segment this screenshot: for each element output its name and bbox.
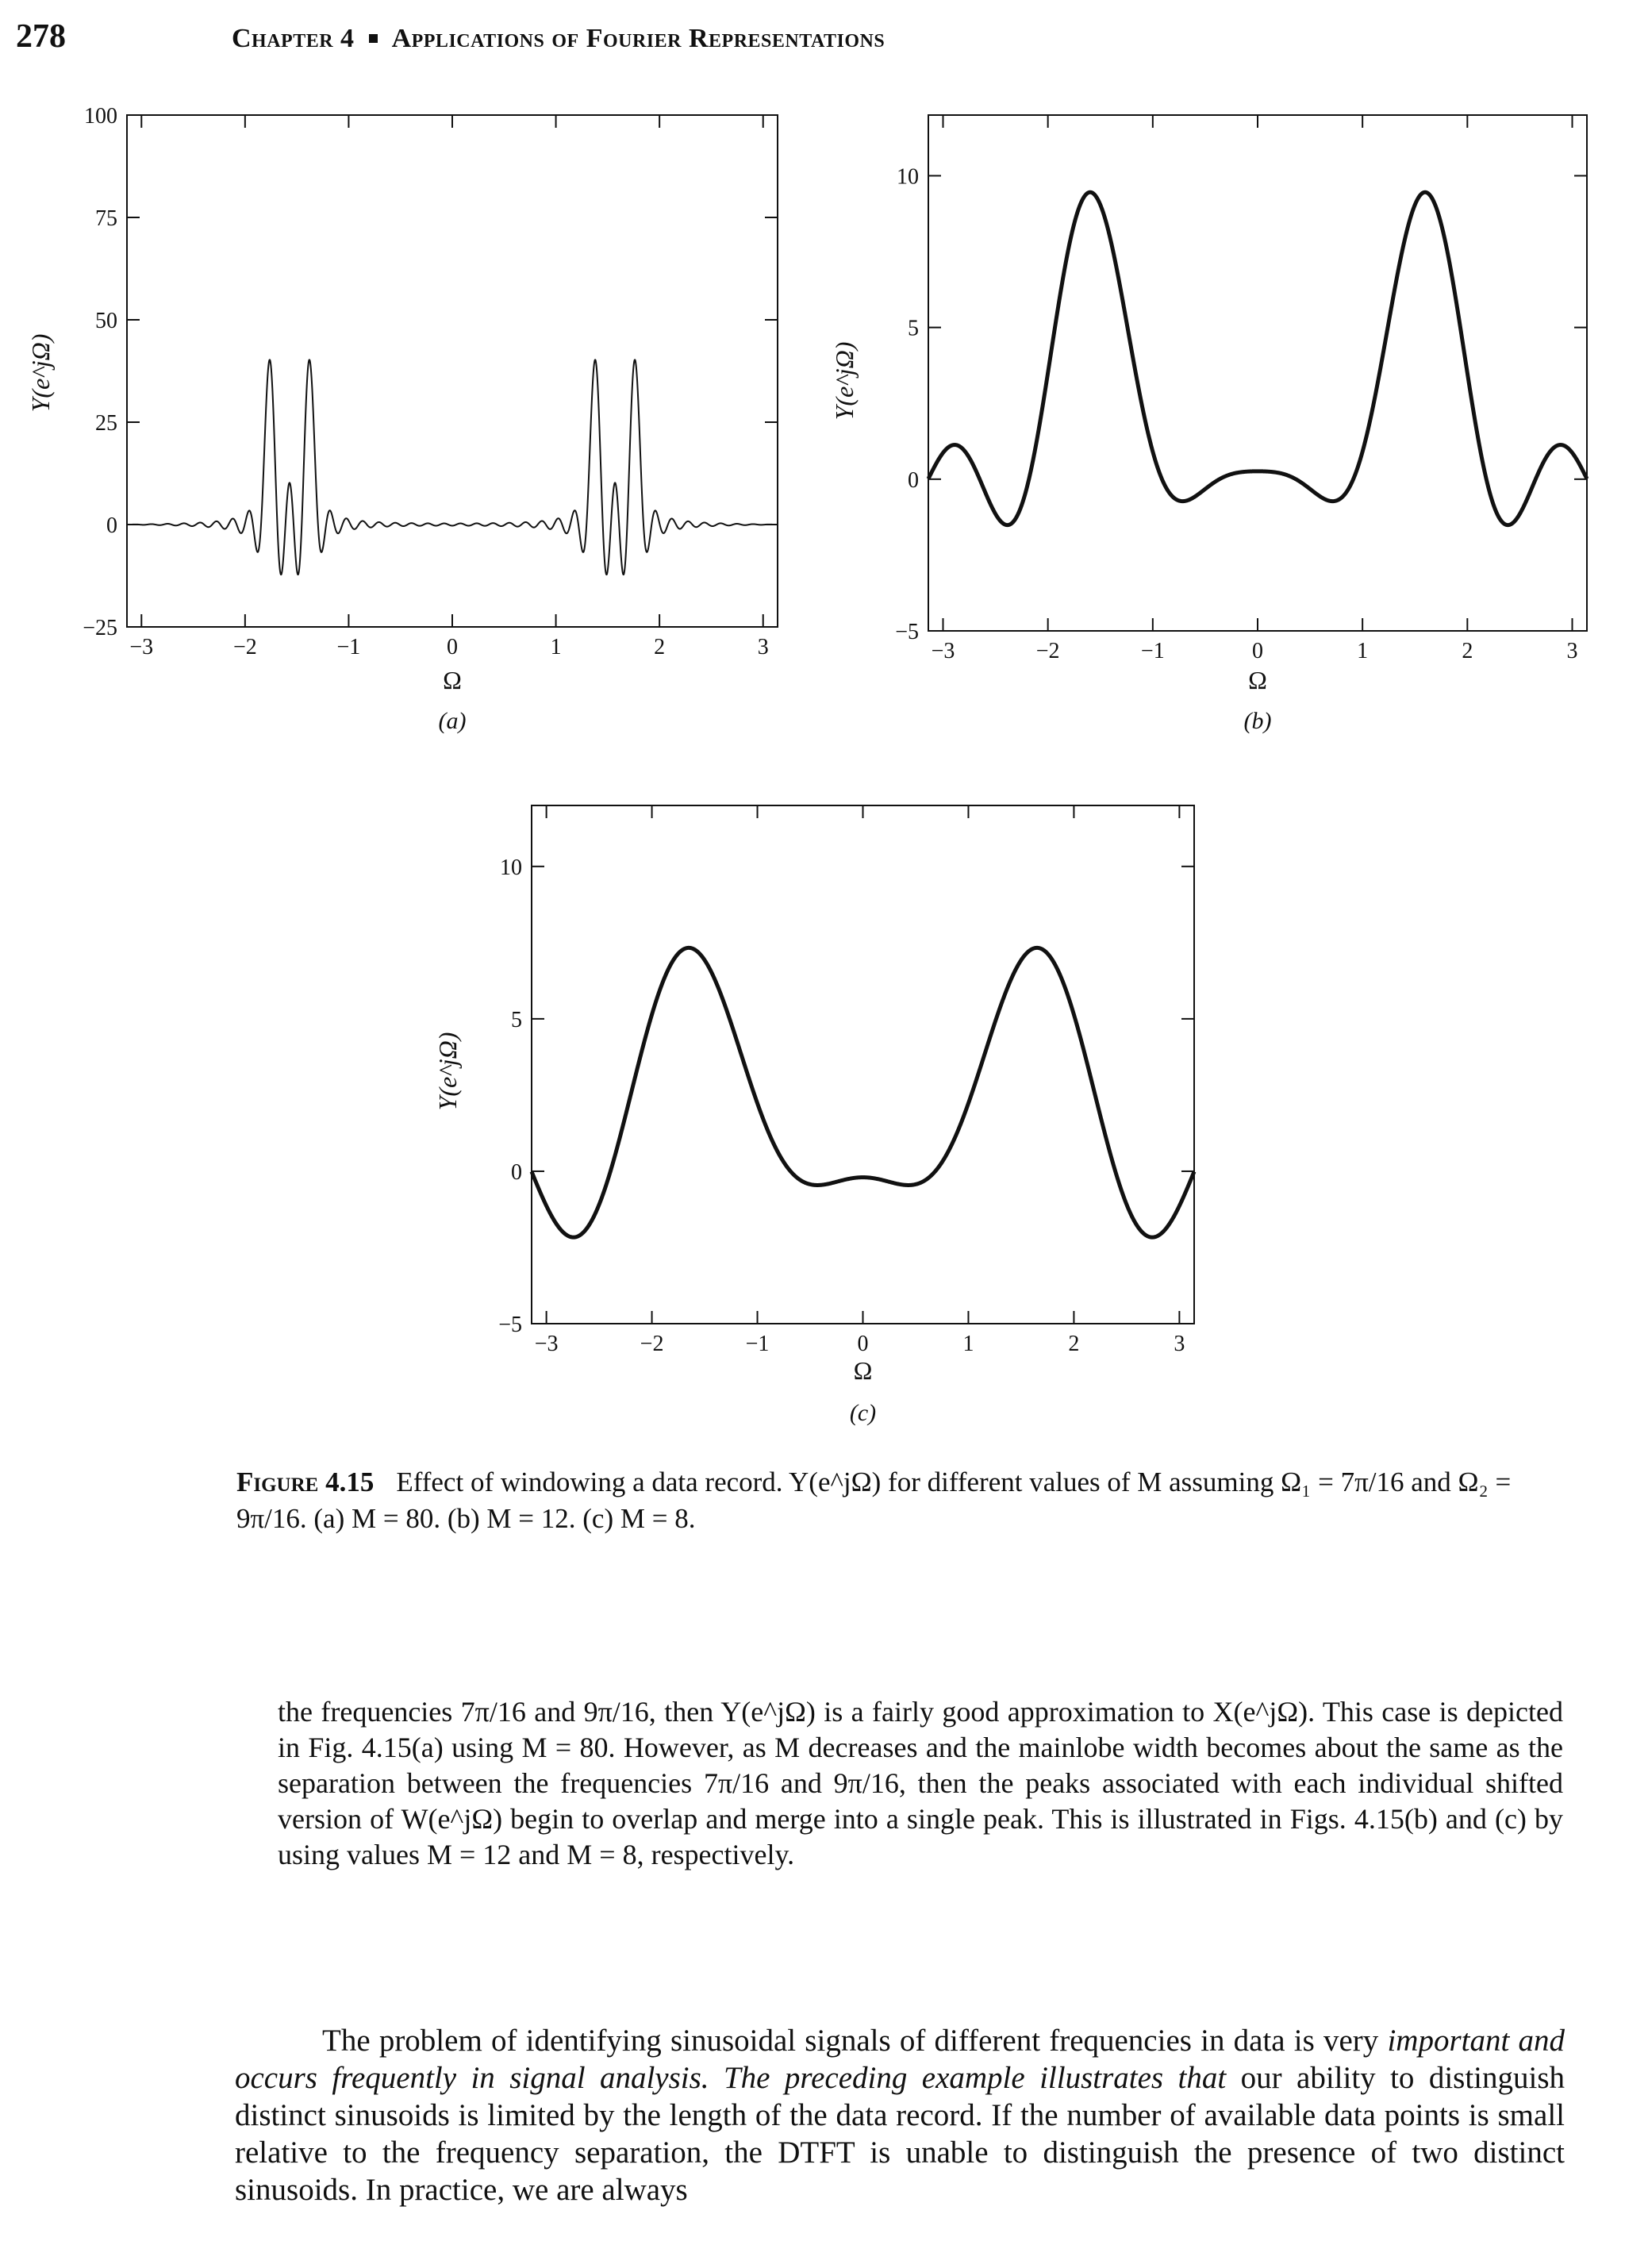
paragraph-2-part-2: our ability to distinguish distinct sinusoids is limited by the length of the data record. If the number of available data points is small relative to the frequency separation, the DTFT is unable to distinguish the presence of two distinct sinusoids. In practice, we are always [235,2061,1565,2207]
x-axis-label: Ω [443,666,462,694]
x-tick-label: −2 [232,635,257,659]
figure-label: Figure 4.15 [236,1467,375,1497]
x-tick-label: 2 [1068,1332,1080,1356]
y-tick-label: 10 [897,164,919,190]
page-number: 278 [16,18,66,55]
x-tick-label: 2 [654,635,666,659]
figure-caption [236,1464,1538,1537]
x-tick-label: 0 [1252,639,1263,663]
y-tick-label: −5 [895,620,919,644]
x-tick-label: 2 [1462,639,1473,663]
y-axis-label: Y(e^jΩ) [26,333,55,413]
x-axis-label: Ω [853,1356,873,1385]
plot-frame [532,805,1194,1324]
chapter-title: Applications of Fourier Representations [391,24,885,53]
y-tick-label: 75 [95,206,117,231]
x-tick-label: 1 [1357,639,1369,663]
y-tick-label: 0 [511,1159,522,1185]
y-axis-label: Y(e^jΩ) [830,341,859,421]
x-tick-label: −1 [1140,639,1165,663]
x-axis-label: Ω [1248,666,1267,694]
paragraph-2-part-1: The problem of identifying sinusoidal signals of different frequencies in data is very [322,2024,1379,2058]
panel-label: (a) [438,708,467,734]
x-tick-label: 1 [550,635,562,659]
x-tick-label: 3 [1174,1332,1185,1356]
x-tick-label: 3 [757,635,769,659]
x-tick-label: −1 [336,635,361,659]
y-tick-label: 25 [95,411,117,436]
y-tick-label: 10 [500,855,522,880]
x-tick-label: −3 [931,639,955,663]
x-tick-label: −3 [534,1332,559,1356]
x-tick-label: −1 [745,1332,770,1356]
y-tick-label: 5 [908,316,919,341]
y-tick-label: −25 [83,616,117,640]
y-tick-label: 100 [84,104,117,129]
x-tick-label: 3 [1566,639,1578,663]
chapter-label: Chapter 4 [232,24,355,53]
y-tick-label: 0 [908,467,919,493]
x-tick-label: −2 [640,1332,664,1356]
paragraph-2-italic: important and occurs frequently in signal analysis. The preceding example illustrates that [235,2024,1565,2095]
y-tick-label: −5 [498,1313,522,1337]
x-tick-label: 1 [962,1332,974,1356]
panel-label: (b) [1243,708,1272,734]
body-paragraph-1: the frequencies 7π/16 and 9π/16, then Y(e^jΩ) is a fairly good approximation to X(e^jΩ). This case is depicted in Fig. 4.15(a) using M = 80. However, as M decreases and the mainlobe width becomes about the same as the separation between the frequencies 7π/16 and 9π/16, then the peaks associated with each individual shifted version of W(e^jΩ) begin to overlap and merge into a single peak. This is illustrated in Figs. 4.15(b) and (c) by using values M = 12 and M = 8, respectively. [278,1696,1564,1870]
x-tick-label: −2 [1035,639,1060,663]
x-tick-label: −3 [129,635,154,659]
spectrum-line [532,948,1194,1237]
caption-text: Effect of windowing a data record. Y(e^jΩ) for different values of M assuming Ω₁ = 7π/16 and Ω₂ = 9π/16. (a) M = 80. (b) M = 12. (c) M = 8. [236,1467,1512,1534]
x-tick-label: 0 [857,1332,869,1356]
body-paragraph-2 [235,2022,1565,2208]
y-tick-label: 50 [95,309,117,333]
y-tick-label: 5 [511,1007,522,1032]
panel-label: (c) [849,1400,877,1426]
y-axis-label: Y(e^jΩ) [433,1032,462,1111]
y-tick-label: 0 [106,513,117,538]
x-tick-label: 0 [447,635,458,659]
